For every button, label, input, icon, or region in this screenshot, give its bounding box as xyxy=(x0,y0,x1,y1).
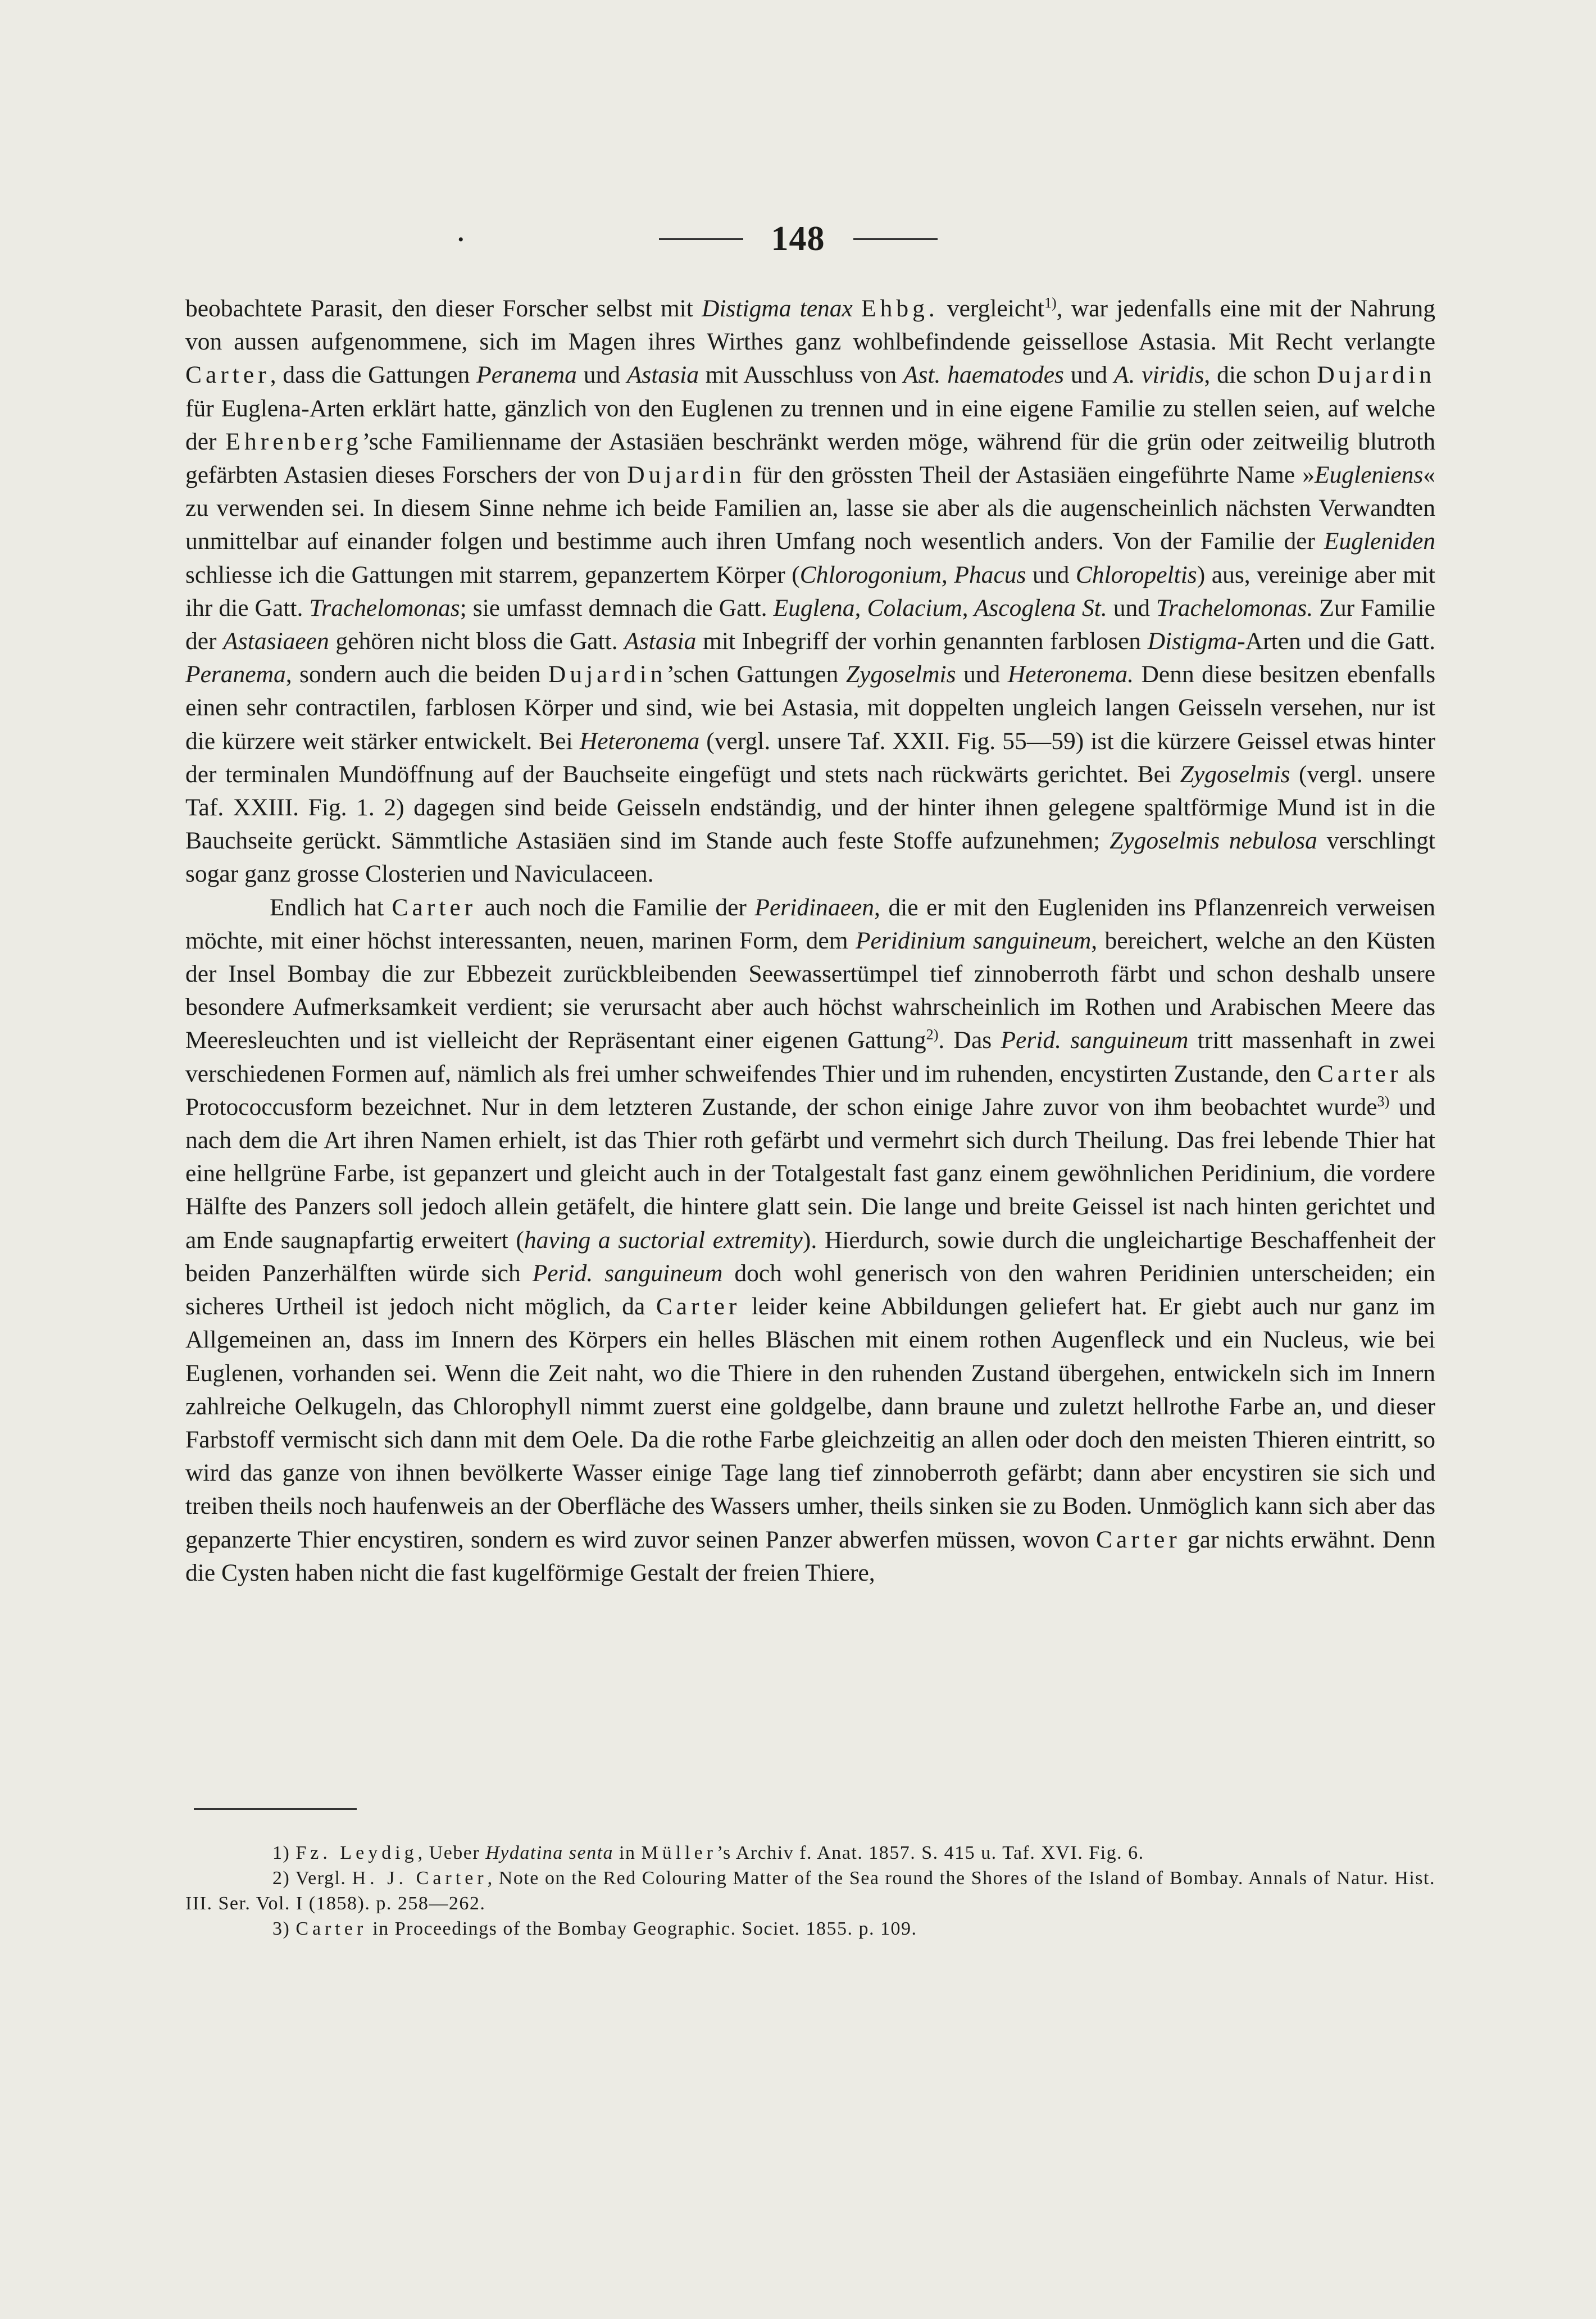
footnote-ref: 2) xyxy=(926,1026,939,1043)
italic-run: Perid. sanguineum xyxy=(1001,1027,1189,1054)
text-run: ) aus, vereinige aber mit ihr die Gatt. xyxy=(185,561,1435,621)
header-rule-left xyxy=(659,238,743,240)
text-run: , Ueber xyxy=(417,1843,486,1863)
text-run: ). Hierdurch, sowie durch die ungleichartige Beschaffenheit der beiden Panzerhälften würde sich xyxy=(185,1226,1435,1287)
text-run: für den grössten Theil der Astasiäen eingeführte Name » xyxy=(745,461,1315,489)
italic-run: Astasia xyxy=(624,628,697,655)
text-run: Endlich hat xyxy=(270,893,392,921)
italic-run: Trachelomonas. xyxy=(1156,594,1313,621)
text-run: schliesse ich die Gattungen mit starrem, gepanzertem Körper ( xyxy=(185,561,800,588)
text-run: und nach dem die Art ihren Namen erhielt, ist das Thier roth gefärbt und vermehrt sich durch Theilung. Das frei lebende Thier hat eine hellgrüne Farbe, ist gepanzert und gleicht auch in der Totalgestalt fast ganz einem gewöhnlichen Peridinium, die vordere Hälfte des Panzers soll jedoch allein getäfelt, die hintere glatt sein. Die lange und breite Geissel ist nach hinten gerichtet und am Ende saugnapfartig erweitert ( xyxy=(185,1093,1435,1254)
text-run: in xyxy=(613,1843,642,1863)
text-run: in Proceedings of the Bombay Geographic. Societ. 1855. p. 109. xyxy=(367,1918,917,1939)
text-run: beobachtete Parasit, den dieser Forscher selbst mit xyxy=(185,295,702,322)
spaced-name: Ehrenberg xyxy=(225,428,362,455)
text-run: vergleicht xyxy=(938,295,1044,322)
text-run: ’s Archiv f. Anat. 1857. S. 415 u. Taf. XVI. Fig. 6. xyxy=(717,1843,1144,1863)
text-run: 1) xyxy=(272,1843,296,1863)
spaced-name: Müller xyxy=(641,1843,717,1863)
body-text xyxy=(185,292,1435,1590)
italic-run: Eugleniens xyxy=(1314,461,1424,489)
text-run xyxy=(853,295,861,322)
italic-run: Zygoselmis xyxy=(845,661,956,688)
header-rule-right xyxy=(853,238,938,240)
italic-run: Eugleniden xyxy=(1324,528,1435,555)
footnote-ref: 1) xyxy=(1044,294,1057,311)
text-run: . Das xyxy=(938,1027,1001,1054)
spaced-name: Fz. Leydig xyxy=(295,1843,418,1863)
text-run: (vergl. unsere Taf. XXIII. Fig. 1. 2) dagegen sind beide Geisseln endständig, und der hinter ihnen gelegene spaltförmige Mund ist in die Bauchseite gerückt. Sämmtliche Astasiäen sind im Stande auch feste Stoffe aufzunehmen; xyxy=(185,760,1436,855)
spaced-name: Dujardin xyxy=(548,661,667,688)
text-run: Denn diese besitzen ebenfalls einen sehr contractilen, farblosen Körper und sind, wie bei Astasia, mit doppelten ungleich langen Geisseln versehen, nur ist die kürzere weit stärker entwickelt. Bei xyxy=(185,661,1436,755)
text-run: , die schon xyxy=(1204,361,1317,389)
text-run: als Protococcusform bezeichnet. Nur in dem letzteren Zustande, der schon einige Jahre zuvor von ihm beobachtet wurde xyxy=(185,1060,1436,1120)
header-mark: • xyxy=(458,230,464,249)
text-run: mit Ausschluss von xyxy=(698,361,903,389)
spaced-name: Dujardin xyxy=(1317,361,1436,389)
spaced-name: Carter xyxy=(656,1293,741,1320)
text-run: mit Inbegriff der vorhin genannten farblosen xyxy=(696,628,1148,655)
text-run: leider keine Abbildungen geliefert hat. Er giebt auch nur ganz im Allgemeinen an, dass im Innern des Körpers ein helles Bläschen mit einem rothen Augenfleck und ein Nucleus, wie bei Euglenen, vorhanden sei. Wenn die Zeit naht, wo die Thiere in den ruhenden Zustand übergehen, entwickeln sich im Innern zahlreiche Oelkugeln, das Chlorophyll nimmt zuerst eine goldgelbe, dann braune und zuletzt hellrothe Farbe an, und dieser Farbstoff vermischt sich dann mit dem Oele. Da die rothe Farbe gleichzeitig an allen oder doch den meisten Thieren eintritt, so wird das ganze von ihnen bevölkerte Wasser einige Tage lang tief zinnoberroth gefärbt; dann aber encystiren sie sich und treiben theils noch haufenweis an der Oberfläche des Wassers umher, theils sinken sie zu Boden. Unmöglich kann sich aber das gepanzerte Thier encystiren, sondern es wird zuvor seinen Panzer abwerfen müssen, wovon xyxy=(185,1293,1436,1553)
italic-run: Heteronema. xyxy=(1007,661,1134,688)
text-run: verschlingt sogar ganz grosse Closterien und Naviculaceen. xyxy=(185,827,1435,888)
text-run: , war jedenfalls eine mit der Nahrung von aussen aufgenommene, sich im Magen ihres Wirthes ganz wohlbefindende geissellose Astasia. Mit Recht verlangte xyxy=(185,295,1436,356)
italic-run: Perid. sanguineum xyxy=(532,1259,723,1287)
text-run: ’schen Gattungen xyxy=(666,661,846,688)
italic-run: Zygoselmis xyxy=(1180,760,1290,788)
text-run: gehören nicht bloss die Gatt. xyxy=(329,628,625,655)
italic-run: Euglena, Colacium, Ascoglena St. xyxy=(773,594,1107,621)
footnote-separator xyxy=(194,1808,357,1810)
text-run: gar nichts erwähnt. Denn die Cysten haben nicht die fast kugelförmige Gestalt der freien Thiere, xyxy=(185,1526,1435,1586)
italic-run: Zygoselmis nebulosa xyxy=(1110,827,1317,855)
text-run: , Note on the Red Colouring Matter of the Sea round the Shores of the Island of Bombay. Annals of Natur. Hist. III. Ser. Vol. I (1858). p. 258—262. xyxy=(185,1868,1435,1914)
italic-run: Hydatina senta xyxy=(485,1843,614,1863)
italic-run: Distigma- xyxy=(1147,628,1245,655)
paragraph xyxy=(185,891,1435,1590)
footnote xyxy=(185,1916,1435,1941)
italic-run: Astasia xyxy=(626,361,699,389)
italic-run: Heteronema xyxy=(579,727,700,755)
italic-run: Ast. haematodes xyxy=(903,361,1064,389)
text-run: auch noch die Familie der xyxy=(476,893,755,921)
footnotes xyxy=(185,1840,1435,1941)
italic-run: Chloropeltis xyxy=(1075,561,1197,588)
italic-run: Peridinium sanguineum xyxy=(855,927,1092,954)
italic-run: Peranema xyxy=(185,661,286,688)
text-run: (vergl. unsere Taf. XXII. Fig. 55—59) ist die kürzere Geissel etwas hinter der terminalen Mundöffnung auf der Bauchseite eingefügt und stets nach rückwärts gerichtet. Bei xyxy=(185,727,1435,788)
text-run: 2) Vergl. xyxy=(272,1868,352,1889)
text-run: und xyxy=(576,361,627,389)
text-run: tritt massenhaft in zwei verschiedenen Formen auf, nämlich als frei umher schweifendes Thier und im ruhenden, encystirten Zustande, den xyxy=(185,1027,1436,1087)
text-run: , bereichert, welche an den Küsten der Insel Bombay die zur Ebbezeit zurückbleibenden Seewassertümpel tief zinnoberroth färbt und schon deshalb unsere besondere Aufmerksamkeit verdient; sie verursacht aber auch höchst wahrscheinlich im Rothen und Arabischen Meere das Meeresleuchten und ist vielleicht der Repräsentant einer eigenen Gattung xyxy=(185,927,1435,1054)
text-run: und xyxy=(1107,594,1157,621)
text-run: , dass die Gattungen xyxy=(270,361,477,389)
text-run: 3) xyxy=(272,1918,296,1939)
italic-run: Trachelomonas xyxy=(309,594,460,621)
page-number: 148 xyxy=(771,220,825,258)
text-run: und xyxy=(956,661,1008,688)
text-run: ; sie umfasst demnach die Gatt. xyxy=(460,594,774,621)
italic-run: Chlorogonium, Phacus xyxy=(799,561,1026,588)
text-run: doch wohl generisch von den wahren Peridinien unterscheiden; ein sicheres Urtheil ist jedoch nicht möglich, da xyxy=(185,1259,1435,1320)
footnote xyxy=(185,1840,1435,1866)
text-run: und xyxy=(1026,561,1076,588)
text-run: « zu verwenden sei. In diesem Sinne nehme ich beide Familien an, lasse sie aber als die augenscheinlich nächsten Verwandten unmittelbar auf einander folgen und bestimme auch ihren Umfang noch wesentlich anders. Von der Familie der xyxy=(185,461,1436,555)
footnote-ref: 3) xyxy=(1377,1093,1390,1110)
spaced-name: Ehbg. xyxy=(861,295,939,322)
paragraph xyxy=(185,292,1435,891)
italic-run: Astasiaeen xyxy=(223,628,329,655)
italic-run: Peranema xyxy=(476,361,577,389)
italic-run: having a suctorial extremity xyxy=(524,1226,803,1254)
footnote xyxy=(185,1866,1435,1916)
spaced-name: Carter xyxy=(1096,1526,1181,1553)
spaced-name: Carter xyxy=(1317,1060,1402,1087)
italic-run: Peridinaeen xyxy=(754,893,875,921)
text-run: Arten und die Gatt. xyxy=(1245,628,1435,655)
spaced-name: Carter xyxy=(185,361,270,389)
text-run: Zur Familie der xyxy=(185,594,1436,655)
text-run: für Euglena-Arten erklärt hatte, gänzlich von den Euglenen zu trennen und in eine eigene Familie zu stellen seien, auf welche der xyxy=(185,394,1435,455)
spaced-name: H. J. Carter xyxy=(352,1868,488,1889)
spaced-name: Carter xyxy=(392,893,477,921)
spaced-name: Dujardin xyxy=(627,461,745,489)
spaced-name: Carter xyxy=(295,1918,367,1939)
text-run: , die er mit den Eugleniden ins Pflanzenreich verweisen möchte, mit einer höchst interessanten, neuen, marinen Form, dem xyxy=(185,893,1435,954)
text-run: und xyxy=(1064,361,1114,389)
italic-run: Distigma tenax xyxy=(701,295,853,322)
page-header xyxy=(0,219,1596,259)
text-run: , sondern auch die beiden xyxy=(285,661,548,688)
italic-run: A. viridis xyxy=(1113,361,1204,389)
text-run: ’sche Familienname der Astasiäen beschränkt werden möge, während für die grün oder zeitweilig blutroth gefärbten Astasien dieses Forschers der von xyxy=(185,428,1436,489)
